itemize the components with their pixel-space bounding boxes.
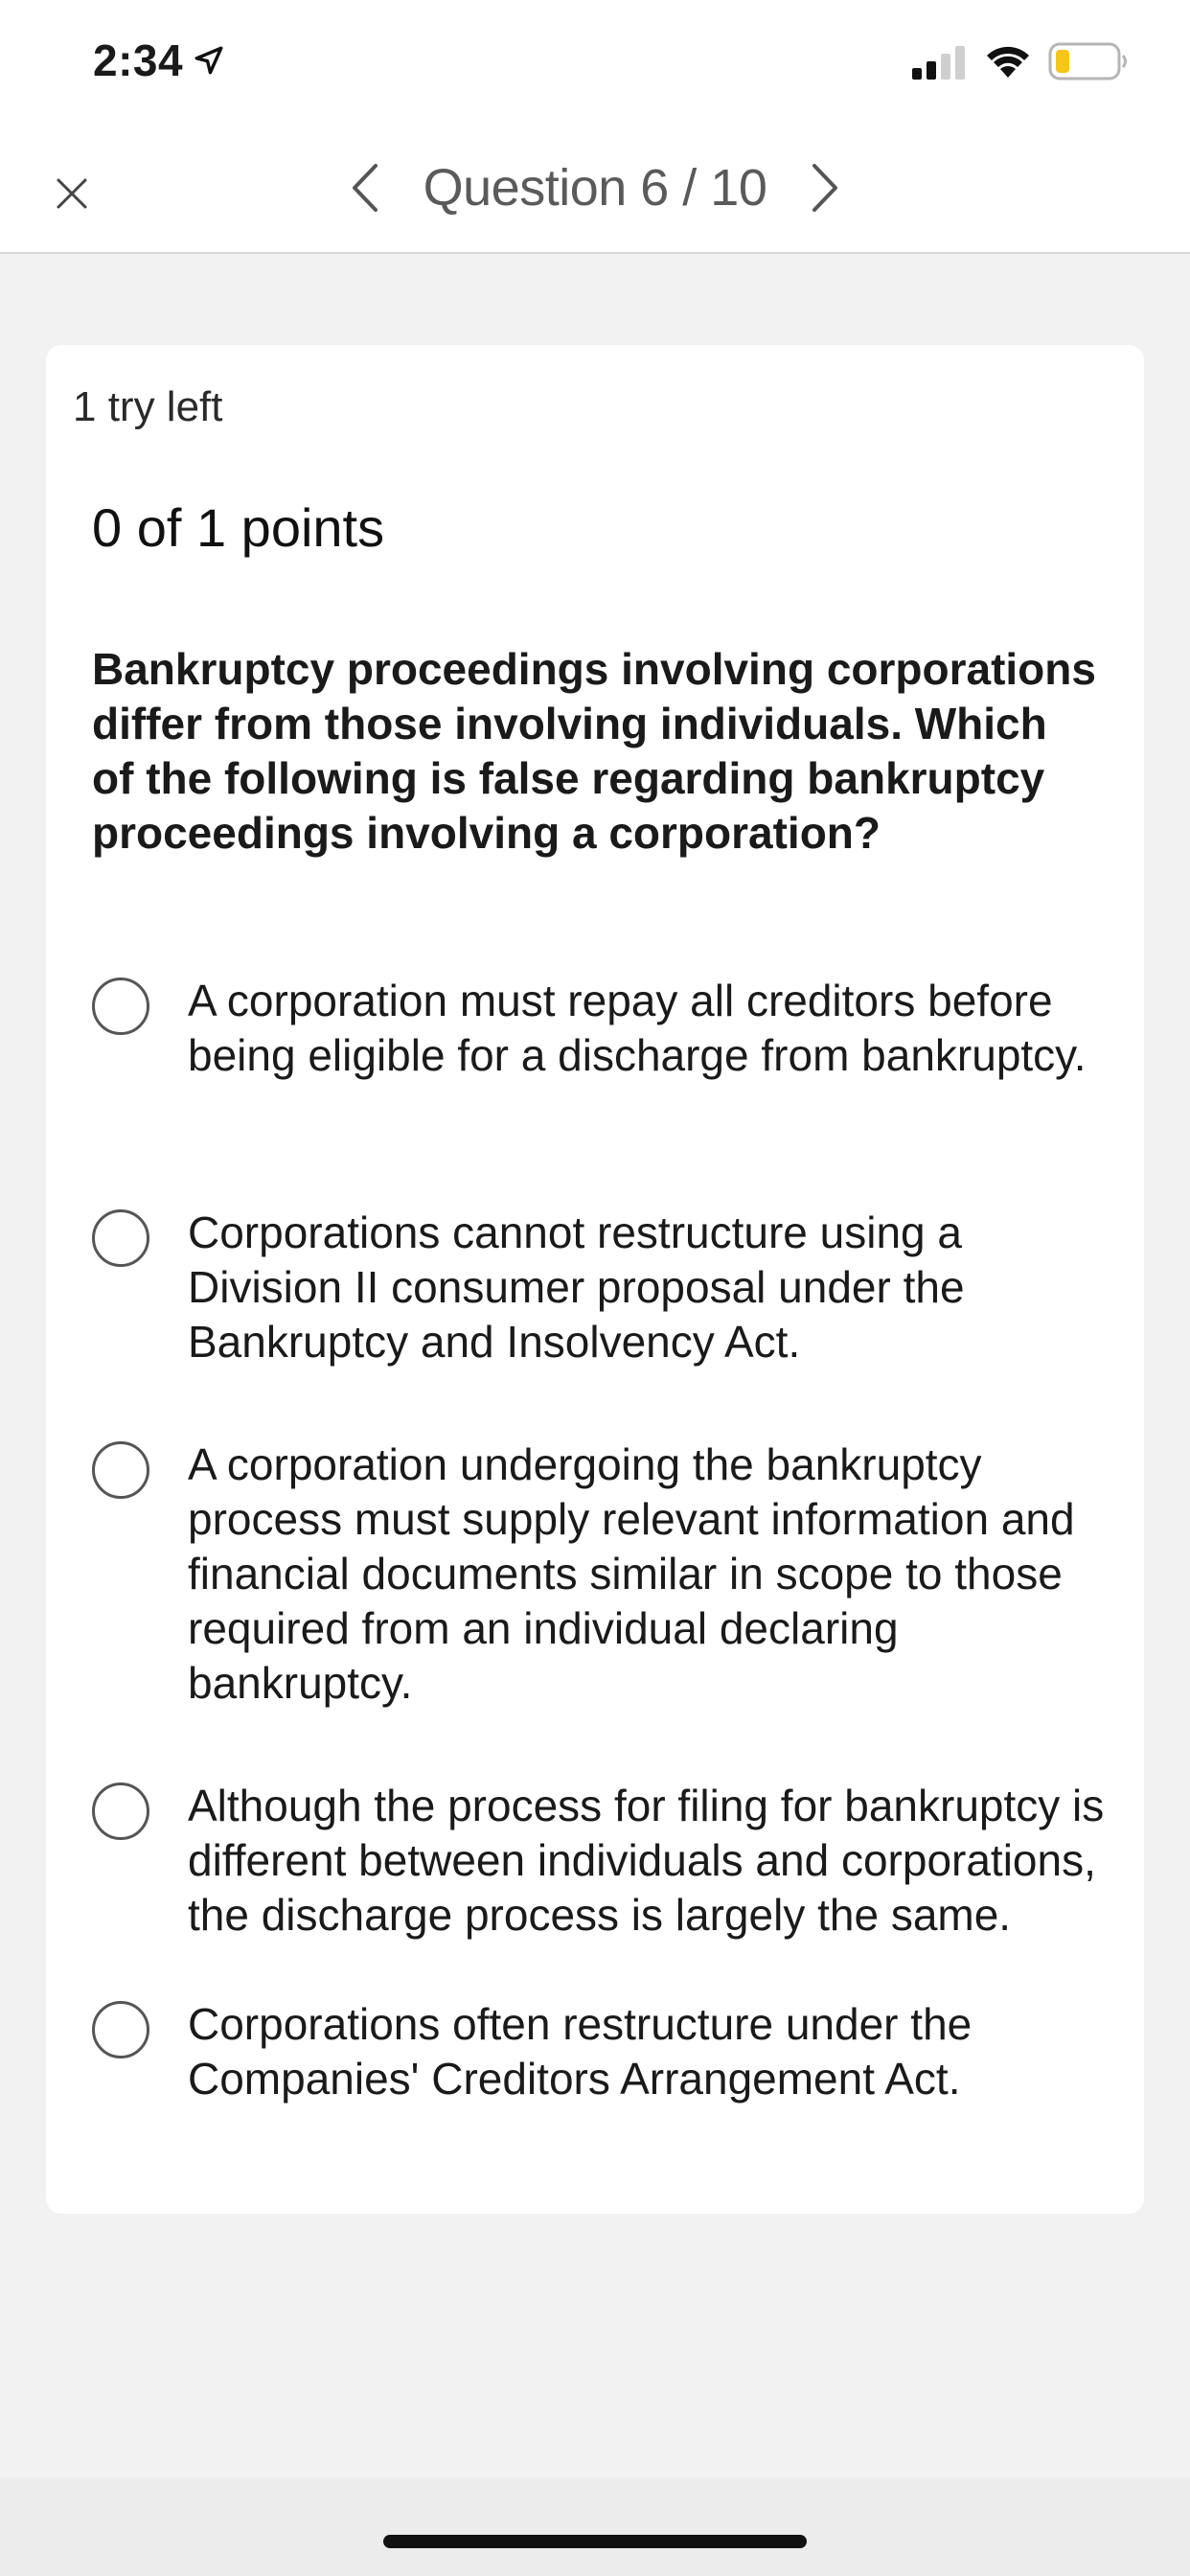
bottom-area (0, 2477, 1190, 2576)
battery-icon (1048, 42, 1129, 80)
answer-option-4[interactable] (92, 1779, 1117, 1943)
answer-option-label: Corporations often restructure under the Companies' Creditors Arrangement Act. (188, 1999, 973, 2104)
status-time-text: 2:34 (93, 35, 184, 85)
chevron-left-icon (349, 162, 381, 214)
answer-option-label: Although the process for filing for bankruptcy is different between individuals and corporations, the discharge process is largely the same. (188, 1781, 1105, 1940)
radio-button[interactable] (92, 1782, 149, 1840)
chevron-right-icon (809, 162, 841, 214)
answer-option-2[interactable] (92, 1206, 1117, 1369)
location-arrow-icon (193, 44, 225, 77)
answer-option-3[interactable] (92, 1438, 1117, 1711)
radio-button[interactable] (92, 978, 149, 1035)
status-icons (912, 42, 1129, 80)
status-time (93, 34, 225, 86)
radio-button[interactable] (92, 2001, 149, 2058)
question-text: Bankruptcy proceedings involving corporations differ from those involving individuals. Which of the following is false regarding bankruptcy proceedings involving a corporation? (92, 644, 1096, 858)
answer-option-5[interactable] (92, 1997, 1117, 2106)
answer-option-label: A corporation undergoing the bankruptcy process must supply relevant information and financial documents similar in scope to those required from an individual declaring bankruptcy. (188, 1439, 1075, 1708)
answer-option-label: A corporation must repay all creditors before being eligible for a discharge from bankruptcy. (188, 976, 1087, 1080)
question-counter: Question 6 / 10 (423, 159, 767, 217)
cellular-signal-icon (912, 43, 968, 80)
question-navigator (0, 154, 1190, 221)
radio-button[interactable] (92, 1209, 149, 1267)
next-question-button[interactable] (801, 154, 849, 221)
home-indicator[interactable] (383, 2535, 807, 2548)
wifi-icon (985, 43, 1031, 80)
points-score: 0 of 1 points (92, 497, 385, 558)
nav-bar (0, 129, 1190, 254)
answer-option-1[interactable] (92, 974, 1117, 1083)
previous-question-button[interactable] (341, 154, 389, 221)
answer-option-label: Corporations cannot restructure using a Division II consumer proposal under the Bankruptcy and Insolvency Act. (188, 1208, 965, 1367)
status-bar (0, 0, 1190, 129)
radio-button[interactable] (92, 1441, 149, 1499)
question-card (46, 345, 1144, 2214)
tries-left-label: 1 try left (73, 383, 223, 430)
